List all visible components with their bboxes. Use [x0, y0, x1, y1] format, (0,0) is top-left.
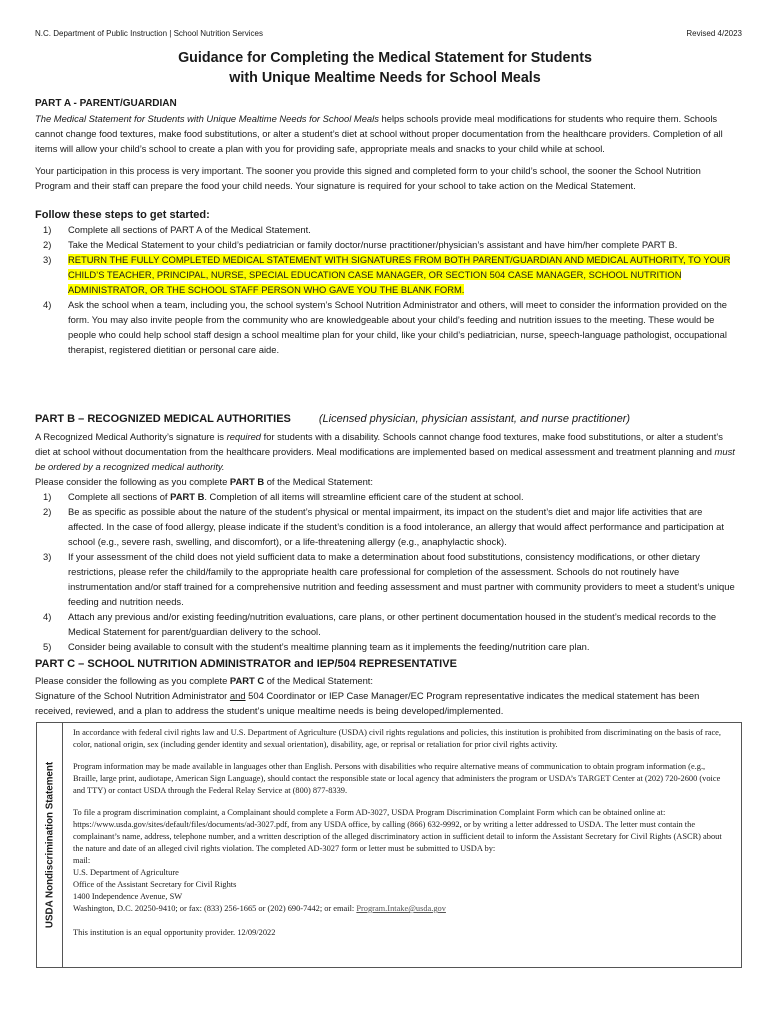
nd-paragraph-4: This institution is an equal opportunity provider. 12/09/2022 [73, 928, 276, 937]
part-b-paragraph [35, 429, 739, 474]
part-b-heading [35, 412, 739, 426]
step-text-highlighted: RETURN THE FULLY COMPLETED MEDICAL STATEMENT WITH SIGNATURES FROM BOTH PARENT/GUARDIAN AND MEDICAL AUTHORITY, TO YOUR CHILD’S TEACHER, PRINCIPAL, NURSE, SPECIAL EDUCATION CASE MANAGER, OR SECTION 504 CASE MANAGER, SCHOOL NUTRITION ADMINISTRATOR, OR THE SCHOOL STAFF PERSON WHO GAVE YOU THE BLANK FORM. [68, 254, 731, 295]
consider-text-end: of the Medical Statement: [264, 476, 374, 487]
step-text: Ask the school when a team, including you, the school system’s School Nutrition Administrator and others, will meet to consider the information provided on the form. You may also invite people from the community who are knowledgeable about your child’s feeding and nutrition issues to the meeting. These would be people who could help school staff design a school mealtime plan for your child, like your child’s pediatrician, nurse, speech-language pathologist, occupational therapist, registered dietitian or personal care aide. [68, 299, 728, 355]
list-item [35, 297, 739, 357]
list-item [35, 222, 739, 237]
underlined-and: and [229, 690, 246, 701]
step-number: 5) [43, 641, 52, 652]
part-b-consider [35, 474, 739, 489]
item-text: If your assessment of the child does not yield sufficient data to make a determination about food substitutions, consistency modifications, or other dietary restrictions, please refer the child/family to the appropriate health care professional for completion of the assessment. Schools do not routinely have instrumentation and/or staff trained for a comprehensive nutrition and feeding assessment and must partner with community providers to meet a student’s unique feeding and nutrition needs. [68, 551, 735, 607]
nondiscrimination-side-label [37, 723, 63, 967]
address-line-3: 1400 Independence Avenue, SW [73, 892, 183, 901]
part-b-items [35, 489, 739, 654]
part-c-text-end: 504 Coordinator or IEP Case Manager/EC Program representative indicates the medical statement has been received, reviewed, and a plan to address the student’s unique mealtime needs is being developed/implemented. [35, 690, 700, 716]
header-revision: Revised 4/2023 [686, 29, 742, 38]
nd-paragraph-1: In accordance with federal civil rights law and U.S. Department of Agriculture (USDA) civil rights regulations and policies, this institution is prohibited from discriminating on the basis of race, color, national origin, sex (including gender identity and sexual orientation), disability, age, or reprisal or retaliation for prior civil rights activity. [73, 728, 721, 749]
title-line-1: Guidance for Completing the Medical Statement for Students [178, 50, 592, 66]
title-line-2: with Unique Mealtime Needs for School Meals [229, 70, 541, 86]
consider-part-label: PART B [229, 476, 265, 487]
consider-text: Please consider the following as you complete [35, 476, 230, 487]
part-b-p1-italic: must be ordered by a recognized medical authority. [35, 446, 735, 472]
consider-text: Please consider the following as you complete [35, 675, 230, 686]
address-line-1: U.S. Department of Agriculture [73, 868, 179, 877]
item-text-end: . Completion of all items will streamline efficient care of the student at school. [204, 491, 524, 502]
step-number: 2) [43, 239, 52, 250]
header-agency: N.C. Department of Public Instruction | School Nutrition Services [35, 29, 263, 38]
part-a-section [35, 97, 739, 357]
part-a-paragraph-1 [35, 111, 739, 156]
part-c-heading: PART C – SCHOOL NUTRITION ADMINISTRATOR and IEP/504 REPRESENTATIVE [35, 658, 457, 670]
page-title [0, 48, 770, 88]
list-item [35, 609, 739, 639]
address-line-4-text: Washington, D.C. 20250-9410; or fax: (833) 256-1665 or (202) 690-7442; or email: [73, 904, 357, 913]
list-item [35, 237, 739, 252]
part-a-p1-text: helps schools provide meal modifications for students who require them. Schools cannot change food textures, make food substitutions, or alter a student’s diet at school without proper documentation from the healthcare providers. Completion of all items will allow your child’s school to create a plan with you for providing safe, appropriate meals and snacks to your child while at school. [35, 113, 723, 154]
address-line-4 [73, 903, 729, 915]
part-b-section [35, 412, 739, 654]
part-c-text: Signature of the School Nutrition Administrator [35, 690, 230, 701]
part-b-p1-b: for students with a disability. Schools cannot change food textures, make food substitutions, or alter a student’s diet at school without documentation from the healthcare providers. Meal modifications are implemented based on medical assessment and treatment planning and [35, 431, 723, 457]
step-number: 2) [43, 506, 52, 517]
part-a-heading: PART A - PARENT/GUARDIAN [35, 98, 177, 109]
part-b-subtitle: (Licensed physician, physician assistant, and nurse practitioner) [318, 413, 631, 425]
item-text: Complete all sections of [68, 491, 171, 502]
part-b-title: PART B – RECOGNIZED MEDICAL AUTHORITIES [35, 413, 291, 425]
item-text: Attach any previous and/or existing feeding/nutrition evaluations, care plans, or other pertinent documentation housed in the student’s medical records to the Medical Statement for parent/guardian delivery to the school. [68, 611, 717, 637]
part-a-paragraph-2: Your participation in this process is very important. The sooner you provide this signed and completed form to your child’s school, the sooner the School Nutrition Program and their staff can prepare the food your child needs. Your signature is required for your school to take action on the Medical Statement. [35, 165, 701, 191]
part-b-p1-a: A Recognized Medical Authority’s signature is [35, 431, 227, 442]
step-number: 4) [43, 299, 52, 310]
item-text: Be as specific as possible about the nature of the student’s physical or mental impairment, its impact on the student’s diet and major life activities that are affected. In the case of food allergy, please indicate if the student’s condition is a food intolerance, an allergy that would affect performance and participation at school (e.g., severe rash, swelling, and discomfort), or a life-threatening allergy (e.g., anaphylactic shock). [68, 506, 724, 547]
part-a-steps [35, 222, 739, 357]
form-name: The Medical Statement for Students with Unique Mealtime Needs for School Meals [35, 113, 379, 124]
side-label-text: USDA Nondiscrimination Statement [44, 761, 55, 929]
step-number: 1) [43, 224, 52, 235]
step-text: Take the Medical Statement to your child’s pediatrician or family doctor/nurse practitioner/physician’s assistant and have him/her complete PART B. [68, 239, 678, 250]
item-part-label: PART B [170, 491, 205, 502]
list-item [35, 549, 739, 609]
item-text: Consider being available to consult with the student’s mealtime planning team as it implements the feeding/nutrition care plan. [68, 641, 590, 652]
part-c-paragraph [35, 688, 739, 718]
mail-label: mail: [73, 856, 91, 865]
step-number: 3) [43, 551, 52, 562]
list-item [35, 252, 739, 297]
part-c-consider [35, 673, 739, 688]
list-item [35, 504, 739, 549]
email-link[interactable]: Program.Intake@usda.gov [356, 904, 446, 913]
step-text: Complete all sections of PART A of the Medical Statement. [68, 224, 311, 235]
step-number: 3) [43, 254, 52, 265]
step-number: 4) [43, 611, 52, 622]
address-line-2: Office of the Assistant Secretary for Civil Rights [73, 880, 237, 889]
list-item [35, 489, 739, 504]
page-header [35, 29, 742, 41]
list-item [35, 639, 739, 654]
consider-part-label: PART C [229, 675, 265, 686]
required-word: required [226, 431, 262, 442]
part-c-section [35, 657, 739, 718]
nondiscrimination-box [36, 722, 742, 968]
steps-heading: Follow these steps to get started: [35, 209, 210, 221]
nd-paragraph-2: Program information may be made available in languages other than English. Persons with disabilities who require alternative means of communication to obtain program information (e.g., Braille, large print, audiotape, American Sign Language), should contact the responsible state or local agency that administers the program or USDA’s TARGET Center at (202) 720-2600 (voice and TTY) or contact USDA through the Federal Relay Service at (800) 877-8339. [73, 762, 721, 795]
nondiscrimination-body [73, 727, 729, 949]
nd-paragraph-3: To file a program discrimination complaint, a Complainant should complete a Form AD-3027, USDA Program Discrimination Complaint Form which can be obtained online at: https://www.usda.gov/sites/default/files/documents/ad-3027.pdf, from any USDA office, by calling (866) 632-9992, or by writing a letter addressed to USDA. The letter must contain the complainant’s name, address, telephone number, and a written description of the alleged discriminatory action in sufficient detail to inform the Assistant Secretary for Civil Rights (ASCR) about the nature and date of an alleged civil rights violation. The completed AD-3027 form or letter must be submitted to USDA by: [73, 808, 722, 853]
consider-text-end: of the Medical Statement: [264, 675, 374, 686]
step-number: 1) [43, 491, 52, 502]
